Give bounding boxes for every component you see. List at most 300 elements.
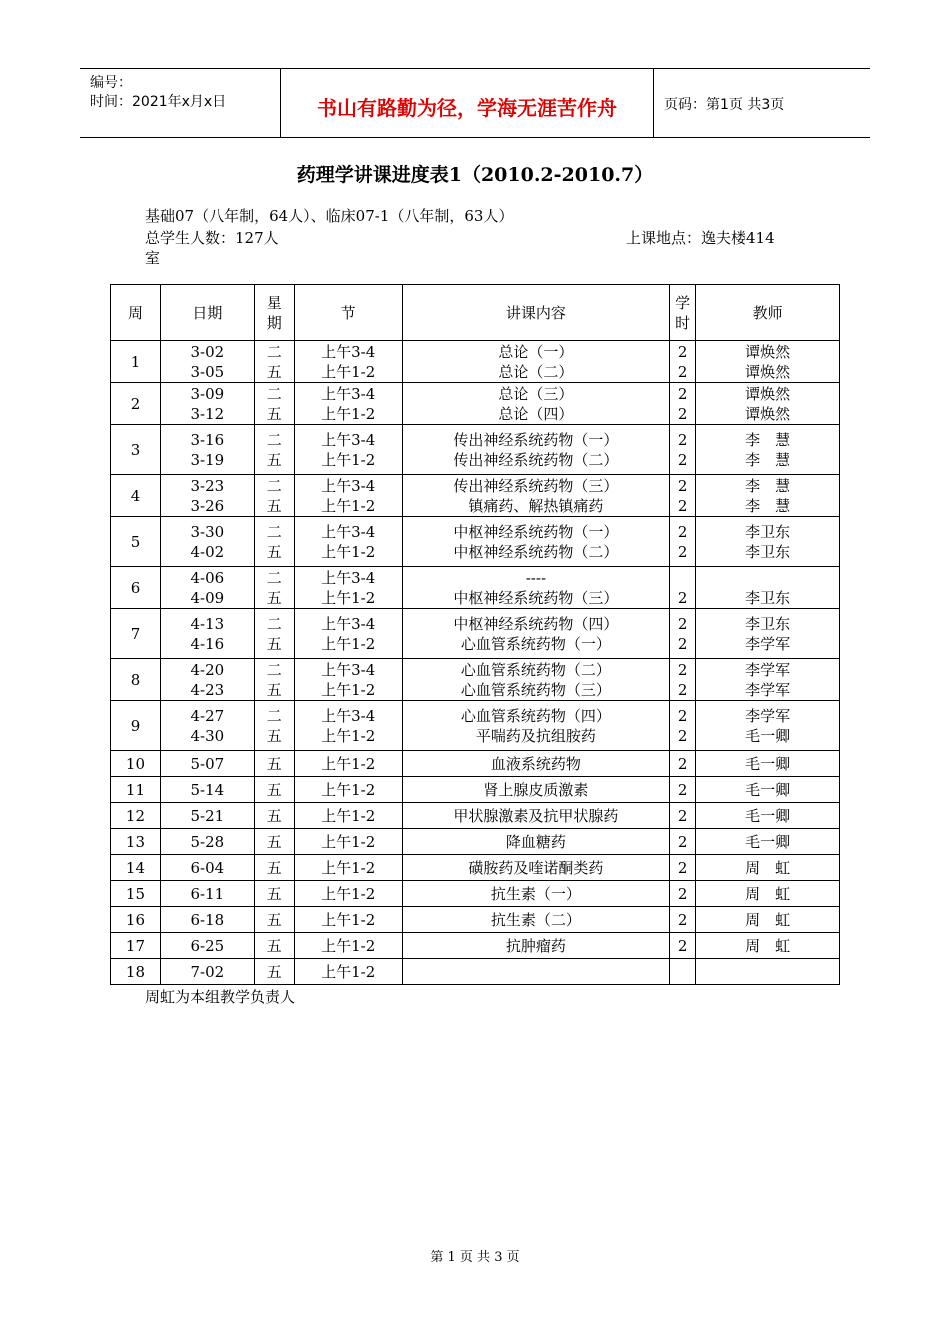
content-cell [402,751,670,777]
date-cell-line: 3-05 [190,362,225,381]
time-label: 时间：2021年x月x日 [90,94,227,110]
session-cell [294,907,402,933]
table-row [111,567,840,609]
hours-cell-line: 2 [677,780,688,799]
hours-cell-line: 2 [677,754,688,773]
session-cell-line: 上午1-2 [321,936,376,955]
session-cell [294,751,402,777]
weekday-cell [254,881,294,907]
weekday-cell-line: 五 [266,680,282,699]
hours-cell [670,659,696,701]
week-cell: 15 [111,881,161,907]
table-row [111,881,840,907]
teacher-cell-line: 谭焕然 [745,362,791,381]
date-cell-line: 4-09 [190,588,225,607]
weekday-cell-line: 二 [266,476,282,495]
date-cell [160,383,254,425]
hours-cell [670,609,696,659]
hours-cell-line: 2 [677,680,688,699]
weekday-cell-line: 二 [266,706,282,725]
hours-cell-line: 2 [677,634,688,653]
date-cell [160,881,254,907]
hours-cell [670,907,696,933]
hours-cell [670,803,696,829]
session-cell-line: 上午1-2 [321,806,376,825]
week-cell: 12 [111,803,161,829]
week-cell: 1 [111,341,161,383]
week-cell: 3 [111,425,161,475]
header-weekday-2: 期 [266,313,282,332]
hours-cell-line: 2 [677,936,688,955]
session-cell-line: 上午1-2 [321,962,376,981]
date-cell-line: 3-30 [190,522,225,541]
weekday-cell-line: 五 [266,754,282,773]
date-cell [160,855,254,881]
teacher-cell-line [696,568,839,588]
teacher-cell-line: 李 慧 [745,476,791,495]
weekday-cell-line: 五 [266,588,282,607]
date-cell-line: 5-14 [190,780,225,799]
hours-cell [670,567,696,609]
date-cell [160,659,254,701]
date-cell-line: 6-18 [190,910,225,929]
weekday-cell-line: 二 [266,522,282,541]
teacher-cell [696,907,840,933]
week-cell: 17 [111,933,161,959]
date-cell-line: 5-28 [190,832,225,851]
content-cell-line [403,962,670,982]
session-cell [294,383,402,425]
hours-cell [670,425,696,475]
weekday-cell [254,829,294,855]
class-location: 上课地点：逸夫楼414 [626,229,775,247]
teacher-cell-line: 毛一卿 [745,780,791,799]
weekday-cell [254,855,294,881]
content-cell [402,881,670,907]
content-cell-line: 心血管系统药物（一） [460,634,611,653]
table-row [111,659,840,701]
date-cell [160,803,254,829]
teacher-cell [696,567,840,609]
hours-cell-line: 2 [677,496,688,515]
hours-cell [670,855,696,881]
table-row [111,933,840,959]
session-cell [294,777,402,803]
date-cell-line: 5-07 [190,754,225,773]
session-cell-line: 上午1-2 [321,726,376,745]
teacher-cell [696,517,840,567]
week-cell: 14 [111,855,161,881]
content-cell [402,567,670,609]
date-cell-line: 4-16 [190,634,225,653]
date-cell-line: 3-26 [190,496,225,515]
session-cell-line: 上午1-2 [321,832,376,851]
content-cell [402,701,670,751]
weekday-cell [254,959,294,985]
weekday-cell [254,803,294,829]
header-motto-cell [281,69,654,137]
content-cell [402,341,670,383]
date-cell [160,933,254,959]
teacher-cell-line: 李 慧 [745,450,791,469]
hours-cell-line: 2 [677,832,688,851]
weekday-cell [254,567,294,609]
date-cell [160,777,254,803]
content-cell-line: 心血管系统药物（二） [460,660,611,679]
hours-cell [670,383,696,425]
student-count: 总学生人数：127人 [145,229,279,247]
hours-cell-line: 2 [677,430,688,449]
weekday-cell-line: 五 [266,634,282,653]
table-row [111,609,840,659]
date-cell-line: 3-12 [190,404,225,423]
header-hours-1: 学 [675,293,691,312]
table-row [111,475,840,517]
hours-cell-line: 2 [677,476,688,495]
teacher-cell-line: 毛一卿 [745,806,791,825]
teacher-cell [696,959,840,985]
session-cell-line: 上午1-2 [321,780,376,799]
session-cell [294,341,402,383]
hours-cell [670,751,696,777]
responsible-note: 周虹为本组教学负责人 [145,988,296,1006]
teacher-cell-line: 李学军 [745,680,791,699]
page-footer: 第 1 页 共 3 页 [430,1250,520,1265]
table-row [111,751,840,777]
content-cell-line: ---- [525,568,547,587]
hours-cell-line [670,962,695,982]
content-cell-line: 抗生素（二） [490,910,581,929]
weekday-cell-line: 五 [266,780,282,799]
content-cell [402,933,670,959]
date-cell-line: 4-06 [190,568,225,587]
hours-cell-line: 2 [677,806,688,825]
weekday-cell [254,933,294,959]
session-cell [294,829,402,855]
hours-cell-line: 2 [677,522,688,541]
teacher-cell-line: 李 慧 [745,430,791,449]
week-cell: 4 [111,475,161,517]
date-cell [160,701,254,751]
hours-cell-line: 2 [677,884,688,903]
date-cell [160,425,254,475]
table-row [111,701,840,751]
week-cell: 10 [111,751,161,777]
teacher-cell [696,701,840,751]
content-cell-line: 中枢神经系统药物（二） [453,542,619,561]
teacher-cell [696,855,840,881]
content-cell [402,855,670,881]
teacher-cell [696,829,840,855]
session-cell [294,567,402,609]
date-cell-line: 4-27 [190,706,225,725]
weekday-cell [254,341,294,383]
weekday-cell-line: 五 [266,362,282,381]
weekday-cell-line: 五 [266,832,282,851]
hours-cell-line: 2 [677,726,688,745]
hours-cell-line: 2 [677,614,688,633]
weekday-cell [254,609,294,659]
date-cell [160,609,254,659]
table-row [111,777,840,803]
date-cell [160,829,254,855]
teacher-cell [696,751,840,777]
header-hours-2: 时 [675,313,691,332]
session-cell [294,659,402,701]
session-cell-line: 上午3-4 [321,706,376,725]
content-cell [402,383,670,425]
date-cell-line: 4-20 [190,660,225,679]
teacher-cell-line: 李卫东 [745,614,791,633]
session-cell-line: 上午3-4 [321,342,376,361]
week-cell: 5 [111,517,161,567]
date-cell [160,751,254,777]
session-cell-line: 上午3-4 [321,614,376,633]
hours-cell-line: 2 [677,660,688,679]
hours-cell [670,829,696,855]
header-meta [80,69,281,137]
content-cell-line: 抗生素（一） [490,884,581,903]
date-cell-line: 3-09 [190,384,225,403]
date-cell-line: 5-21 [190,806,225,825]
hours-cell [670,777,696,803]
teacher-cell [696,475,840,517]
weekday-cell-line: 二 [266,342,282,361]
weekday-cell-line: 五 [266,404,282,423]
teacher-cell-line: 毛一卿 [745,832,791,851]
date-cell [160,907,254,933]
weekday-cell [254,701,294,751]
teacher-cell [696,659,840,701]
weekday-cell-line: 五 [266,496,282,515]
weekday-cell-line: 五 [266,450,282,469]
teacher-cell-line: 李学军 [745,706,791,725]
session-cell [294,881,402,907]
teacher-cell [696,425,840,475]
week-cell: 18 [111,959,161,985]
hours-cell-line: 2 [677,404,688,423]
weekday-cell [254,907,294,933]
session-cell-line: 上午3-4 [321,384,376,403]
hours-cell-line: 2 [677,588,688,607]
header-date: 日期 [160,285,254,341]
header-page-cell [654,69,870,137]
teacher-cell-line: 周 虹 [745,936,791,955]
header-session: 节 [294,285,402,341]
session-cell [294,701,402,751]
hours-cell [670,933,696,959]
session-cell [294,425,402,475]
hours-cell-line: 2 [677,858,688,877]
content-cell-line: 总论（二） [498,362,574,381]
week-cell: 7 [111,609,161,659]
header-content: 讲课内容 [402,285,670,341]
week-cell: 2 [111,383,161,425]
teacher-cell-line: 李卫东 [745,522,791,541]
content-cell-line: 中枢神经系统药物（四） [453,614,619,633]
session-cell [294,475,402,517]
table-row [111,855,840,881]
content-cell-line: 镇痛药、解热镇痛药 [468,496,604,515]
week-cell: 9 [111,701,161,751]
weekday-cell-line: 五 [266,806,282,825]
date-cell-line: 6-04 [190,858,225,877]
content-cell-line: 平喘药及抗组胺药 [475,726,596,745]
session-cell-line: 上午1-2 [321,362,376,381]
date-cell-line: 3-19 [190,450,225,469]
header-teacher: 教师 [696,285,840,341]
class-location-tail: 室 [145,249,161,267]
session-cell [294,609,402,659]
content-cell-line: 中枢神经系统药物（三） [453,588,619,607]
content-cell-line: 抗肿瘤药 [505,936,566,955]
table-row [111,829,840,855]
teacher-cell [696,881,840,907]
table-row [111,907,840,933]
weekday-cell [254,659,294,701]
teacher-cell [696,933,840,959]
motto-text: 书山有路勤为径，学海无涯苦作舟 [317,96,617,120]
hours-cell [670,881,696,907]
session-cell [294,933,402,959]
teacher-cell [696,803,840,829]
session-cell-line: 上午1-2 [321,858,376,877]
teacher-cell [696,777,840,803]
date-cell [160,341,254,383]
table-row [111,383,840,425]
teacher-cell-line: 毛一卿 [745,754,791,773]
teacher-cell-line: 李学军 [745,660,791,679]
date-cell-line: 7-02 [190,962,225,981]
content-cell-line: 传出神经系统药物（三） [453,476,619,495]
weekday-cell [254,383,294,425]
weekday-cell [254,475,294,517]
session-cell-line: 上午1-2 [321,404,376,423]
number-label: 编号： [90,75,132,91]
content-cell [402,425,670,475]
hours-cell [670,341,696,383]
hours-cell-line: 2 [677,450,688,469]
session-cell-line: 上午1-2 [321,634,376,653]
session-cell [294,803,402,829]
document-title: 药理学讲课进度表1（2010.2-2010.7） [296,164,654,186]
content-cell-line: 甲状腺激素及抗甲状腺药 [453,806,619,825]
session-cell-line: 上午1-2 [321,588,376,607]
teacher-cell [696,383,840,425]
teacher-cell [696,609,840,659]
hours-cell [670,959,696,985]
content-cell-line: 总论（三） [498,384,574,403]
date-cell [160,959,254,985]
teacher-cell-line: 李 慧 [745,496,791,515]
teacher-cell-line: 毛一卿 [745,726,791,745]
hours-cell-line: 2 [677,362,688,381]
weekday-cell-line: 五 [266,962,282,981]
content-cell-line: 磺胺药及喹诺酮类药 [468,858,604,877]
content-cell-line: 中枢神经系统药物（一） [453,522,619,541]
content-cell [402,907,670,933]
class-info: 基础07（八年制，64人）、临床07-1（八年制，63人） [145,207,514,225]
session-cell-line: 上午3-4 [321,430,376,449]
weekday-cell-line: 五 [266,858,282,877]
date-cell [160,517,254,567]
week-cell: 6 [111,567,161,609]
teacher-cell-line: 谭焕然 [745,404,791,423]
content-cell [402,609,670,659]
content-cell-line: 传出神经系统药物（一） [453,430,619,449]
content-cell-line: 传出神经系统药物（二） [453,450,619,469]
content-cell [402,777,670,803]
document-header [80,68,870,138]
date-cell-line: 4-13 [190,614,225,633]
date-cell-line: 3-23 [190,476,225,495]
session-cell-line: 上午1-2 [321,680,376,699]
weekday-cell-line: 五 [266,884,282,903]
session-cell-line: 上午3-4 [321,660,376,679]
date-cell-line: 4-30 [190,726,225,745]
header-hours [670,285,696,341]
header-week: 周 [111,285,161,341]
session-cell-line: 上午1-2 [321,754,376,773]
weekday-cell-line: 二 [266,568,282,587]
content-cell-line: 肾上腺皮质激素 [483,780,589,799]
session-cell-line: 上午3-4 [321,568,376,587]
week-cell: 11 [111,777,161,803]
hours-cell-line: 2 [677,706,688,725]
teacher-cell-line: 周 虹 [745,910,791,929]
hours-cell-line [670,568,695,588]
content-cell [402,517,670,567]
teacher-cell [696,341,840,383]
weekday-cell-line: 五 [266,910,282,929]
content-cell-line: 心血管系统药物（四） [460,706,611,725]
content-cell-line: 总论（四） [498,404,574,423]
content-cell-line: 血液系统药物 [490,754,581,773]
week-cell: 16 [111,907,161,933]
content-cell-line: 心血管系统药物（三） [460,680,611,699]
date-cell-line: 6-11 [190,884,225,903]
table-row [111,803,840,829]
session-cell-line: 上午1-2 [321,884,376,903]
hours-cell-line: 2 [677,384,688,403]
table-row [111,341,840,383]
weekday-cell [254,425,294,475]
date-cell-line: 6-25 [190,936,225,955]
teacher-cell-line: 周 虹 [745,858,791,877]
date-cell-line: 3-02 [190,342,225,361]
header-weekday-1: 星 [266,293,282,312]
week-cell: 13 [111,829,161,855]
content-cell [402,659,670,701]
teacher-cell-line: 周 虹 [745,884,791,903]
teacher-cell-line: 谭焕然 [745,342,791,361]
date-cell [160,475,254,517]
content-cell-line: 降血糖药 [505,832,566,851]
session-cell-line: 上午1-2 [321,450,376,469]
weekday-cell-line: 二 [266,614,282,633]
weekday-cell-line: 二 [266,430,282,449]
weekday-cell-line: 五 [266,542,282,561]
date-cell-line: 4-02 [190,542,225,561]
schedule-table [110,284,840,985]
date-cell-line: 4-23 [190,680,225,699]
hours-cell [670,475,696,517]
content-cell [402,959,670,985]
week-cell: 8 [111,659,161,701]
session-cell-line: 上午1-2 [321,496,376,515]
header-weekday [254,285,294,341]
content-cell [402,803,670,829]
